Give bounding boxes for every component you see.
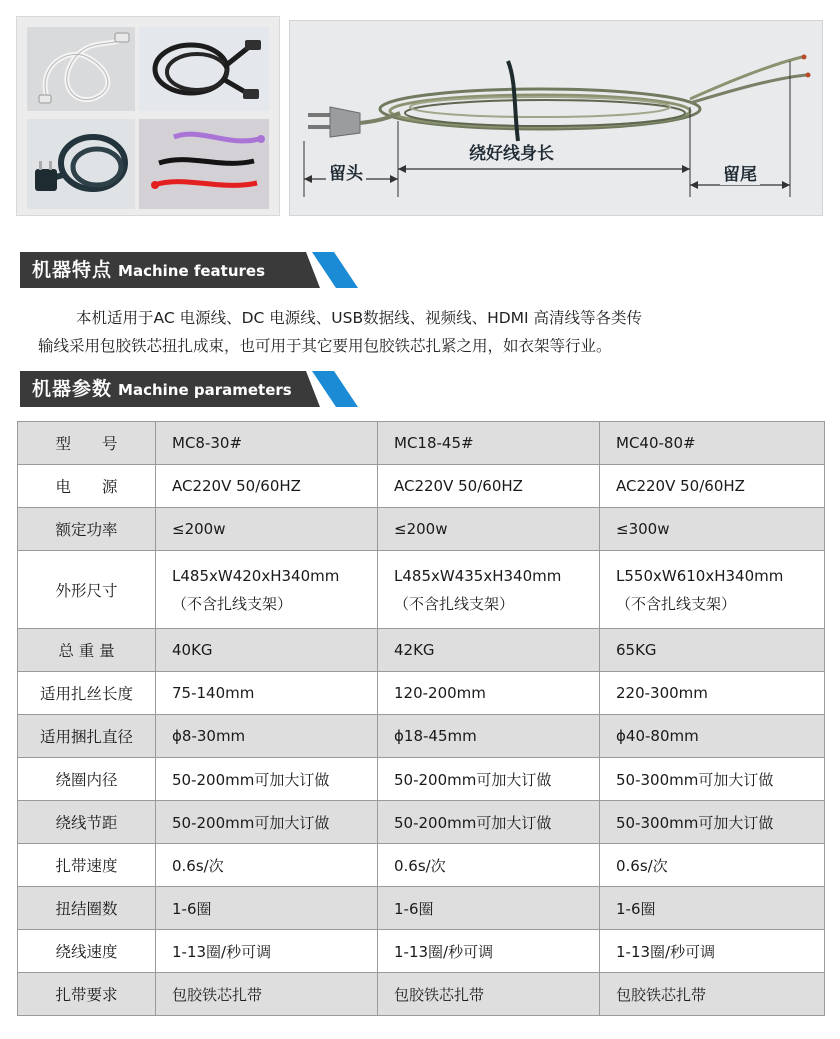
table-row-winding-pitch xyxy=(18,801,825,844)
table-cell: ϕ40-80mm xyxy=(600,715,825,758)
row-label: 型 号 xyxy=(18,422,156,465)
features-title xyxy=(32,252,265,288)
table-cell: 50-200mm可加大订做 xyxy=(378,758,600,801)
table-cell: 75-140mm xyxy=(156,672,378,715)
table-cell: 50-200mm可加大订做 xyxy=(156,758,378,801)
table-cell: 包胶铁芯扎带 xyxy=(600,973,825,1016)
black-usb-cable-photo xyxy=(139,27,269,111)
table-cell xyxy=(156,551,378,629)
table-row-power-supply xyxy=(18,465,825,508)
table-cell xyxy=(600,551,825,629)
row-label: 绕圈内径 xyxy=(18,758,156,801)
features-header-accent xyxy=(312,252,358,288)
table-row-rated-power xyxy=(18,508,825,551)
table-cell: 1-13圈/秒可调 xyxy=(156,930,378,973)
table-row-tie-speed xyxy=(18,844,825,887)
features-text xyxy=(38,304,818,360)
table-cell: 40KG xyxy=(156,629,378,672)
row-label: 电 源 xyxy=(18,465,156,508)
table-cell: 50-300mm可加大订做 xyxy=(600,801,825,844)
table-row-dimensions xyxy=(18,551,825,629)
table-cell: 65KG xyxy=(600,629,825,672)
table-row-weight xyxy=(18,629,825,672)
table-cell: 0.6s/次 xyxy=(600,844,825,887)
label-body: 绕好线身长 xyxy=(466,144,557,164)
parameters-title-zh: 机器参数 xyxy=(32,378,113,400)
table-row-winding-speed xyxy=(18,930,825,973)
features-line-2: 输线采用包胶铁芯扭扎成束，也可用于其它要用包胶铁芯扎紧之用，如衣架等行业。 xyxy=(38,337,612,355)
product-photo-grid xyxy=(16,16,280,216)
power-cord-photo xyxy=(27,119,135,209)
table-row-wire-length xyxy=(18,672,825,715)
table-cell: 1-13圈/秒可调 xyxy=(378,930,600,973)
table-cell: MC40-80# xyxy=(600,422,825,465)
row-label: 绕线速度 xyxy=(18,930,156,973)
parameters-table xyxy=(17,421,825,1016)
table-cell: MC8-30# xyxy=(156,422,378,465)
dimension-value: L485xW420xH340mm xyxy=(172,566,340,585)
parameters-title xyxy=(32,371,292,407)
table-cell: 1-6圈 xyxy=(378,887,600,930)
row-label: 适用捆扎直径 xyxy=(18,715,156,758)
table-cell: 0.6s/次 xyxy=(378,844,600,887)
table-cell: 1-6圈 xyxy=(600,887,825,930)
wound-cable-diagram xyxy=(289,20,823,216)
table-cell xyxy=(378,551,600,629)
label-head: 留头 xyxy=(326,164,366,184)
usb-cable-photo xyxy=(27,27,135,111)
row-label: 适用扎丝长度 xyxy=(18,672,156,715)
table-cell: 1-6圈 xyxy=(156,887,378,930)
table-cell: 50-300mm可加大订做 xyxy=(600,758,825,801)
table-cell: AC220V 50/60HZ xyxy=(156,465,378,508)
table-cell: 120-200mm xyxy=(378,672,600,715)
table-cell: 1-13圈/秒可调 xyxy=(600,930,825,973)
row-label: 扎带速度 xyxy=(18,844,156,887)
dimension-value: L550xW610xH340mm xyxy=(616,566,784,585)
dimension-note: （不含扎线支架） xyxy=(172,594,293,613)
table-cell: 包胶铁芯扎带 xyxy=(156,973,378,1016)
parameters-header-accent xyxy=(312,371,358,407)
table-cell: MC18-45# xyxy=(378,422,600,465)
table-row-coil-inner-diameter xyxy=(18,758,825,801)
row-label: 额定功率 xyxy=(18,508,156,551)
table-cell: 50-200mm可加大订做 xyxy=(156,801,378,844)
dimension-note: （不含扎线支架） xyxy=(394,594,515,613)
dimension-note: （不含扎线支架） xyxy=(616,594,737,613)
features-title-en: Machine features xyxy=(118,262,266,280)
dimension-value: L485xW435xH340mm xyxy=(394,566,562,585)
table-cell: AC220V 50/60HZ xyxy=(600,465,825,508)
table-cell: ≤200w xyxy=(378,508,600,551)
table-row-twist-turns xyxy=(18,887,825,930)
table-cell: 220-300mm xyxy=(600,672,825,715)
table-cell: ϕ8-30mm xyxy=(156,715,378,758)
table-row-model xyxy=(18,422,825,465)
row-label: 扭结圈数 xyxy=(18,887,156,930)
table-cell: ϕ18-45mm xyxy=(378,715,600,758)
parameters-title-en: Machine parameters xyxy=(118,381,292,399)
features-line-1: 本机适用于AC 电源线、DC 电源线、USB数据线、视频线、HDMI 高清线等各类传 xyxy=(76,309,643,327)
row-label: 扎带要求 xyxy=(18,973,156,1016)
table-cell: 42KG xyxy=(378,629,600,672)
table-cell: 包胶铁芯扎带 xyxy=(378,973,600,1016)
table-row-bundle-diameter xyxy=(18,715,825,758)
features-title-zh: 机器特点 xyxy=(32,259,113,281)
row-label: 外形尺寸 xyxy=(18,551,156,629)
label-tail: 留尾 xyxy=(720,165,760,185)
table-cell: ≤200w xyxy=(156,508,378,551)
row-label: 总 重 量 xyxy=(18,629,156,672)
table-cell: 0.6s/次 xyxy=(156,844,378,887)
table-row-tie-requirement xyxy=(18,973,825,1016)
table-cell: 50-200mm可加大订做 xyxy=(378,801,600,844)
table-cell: ≤300w xyxy=(600,508,825,551)
colored-wires-photo xyxy=(139,119,269,209)
table-cell: AC220V 50/60HZ xyxy=(378,465,600,508)
row-label: 绕线节距 xyxy=(18,801,156,844)
